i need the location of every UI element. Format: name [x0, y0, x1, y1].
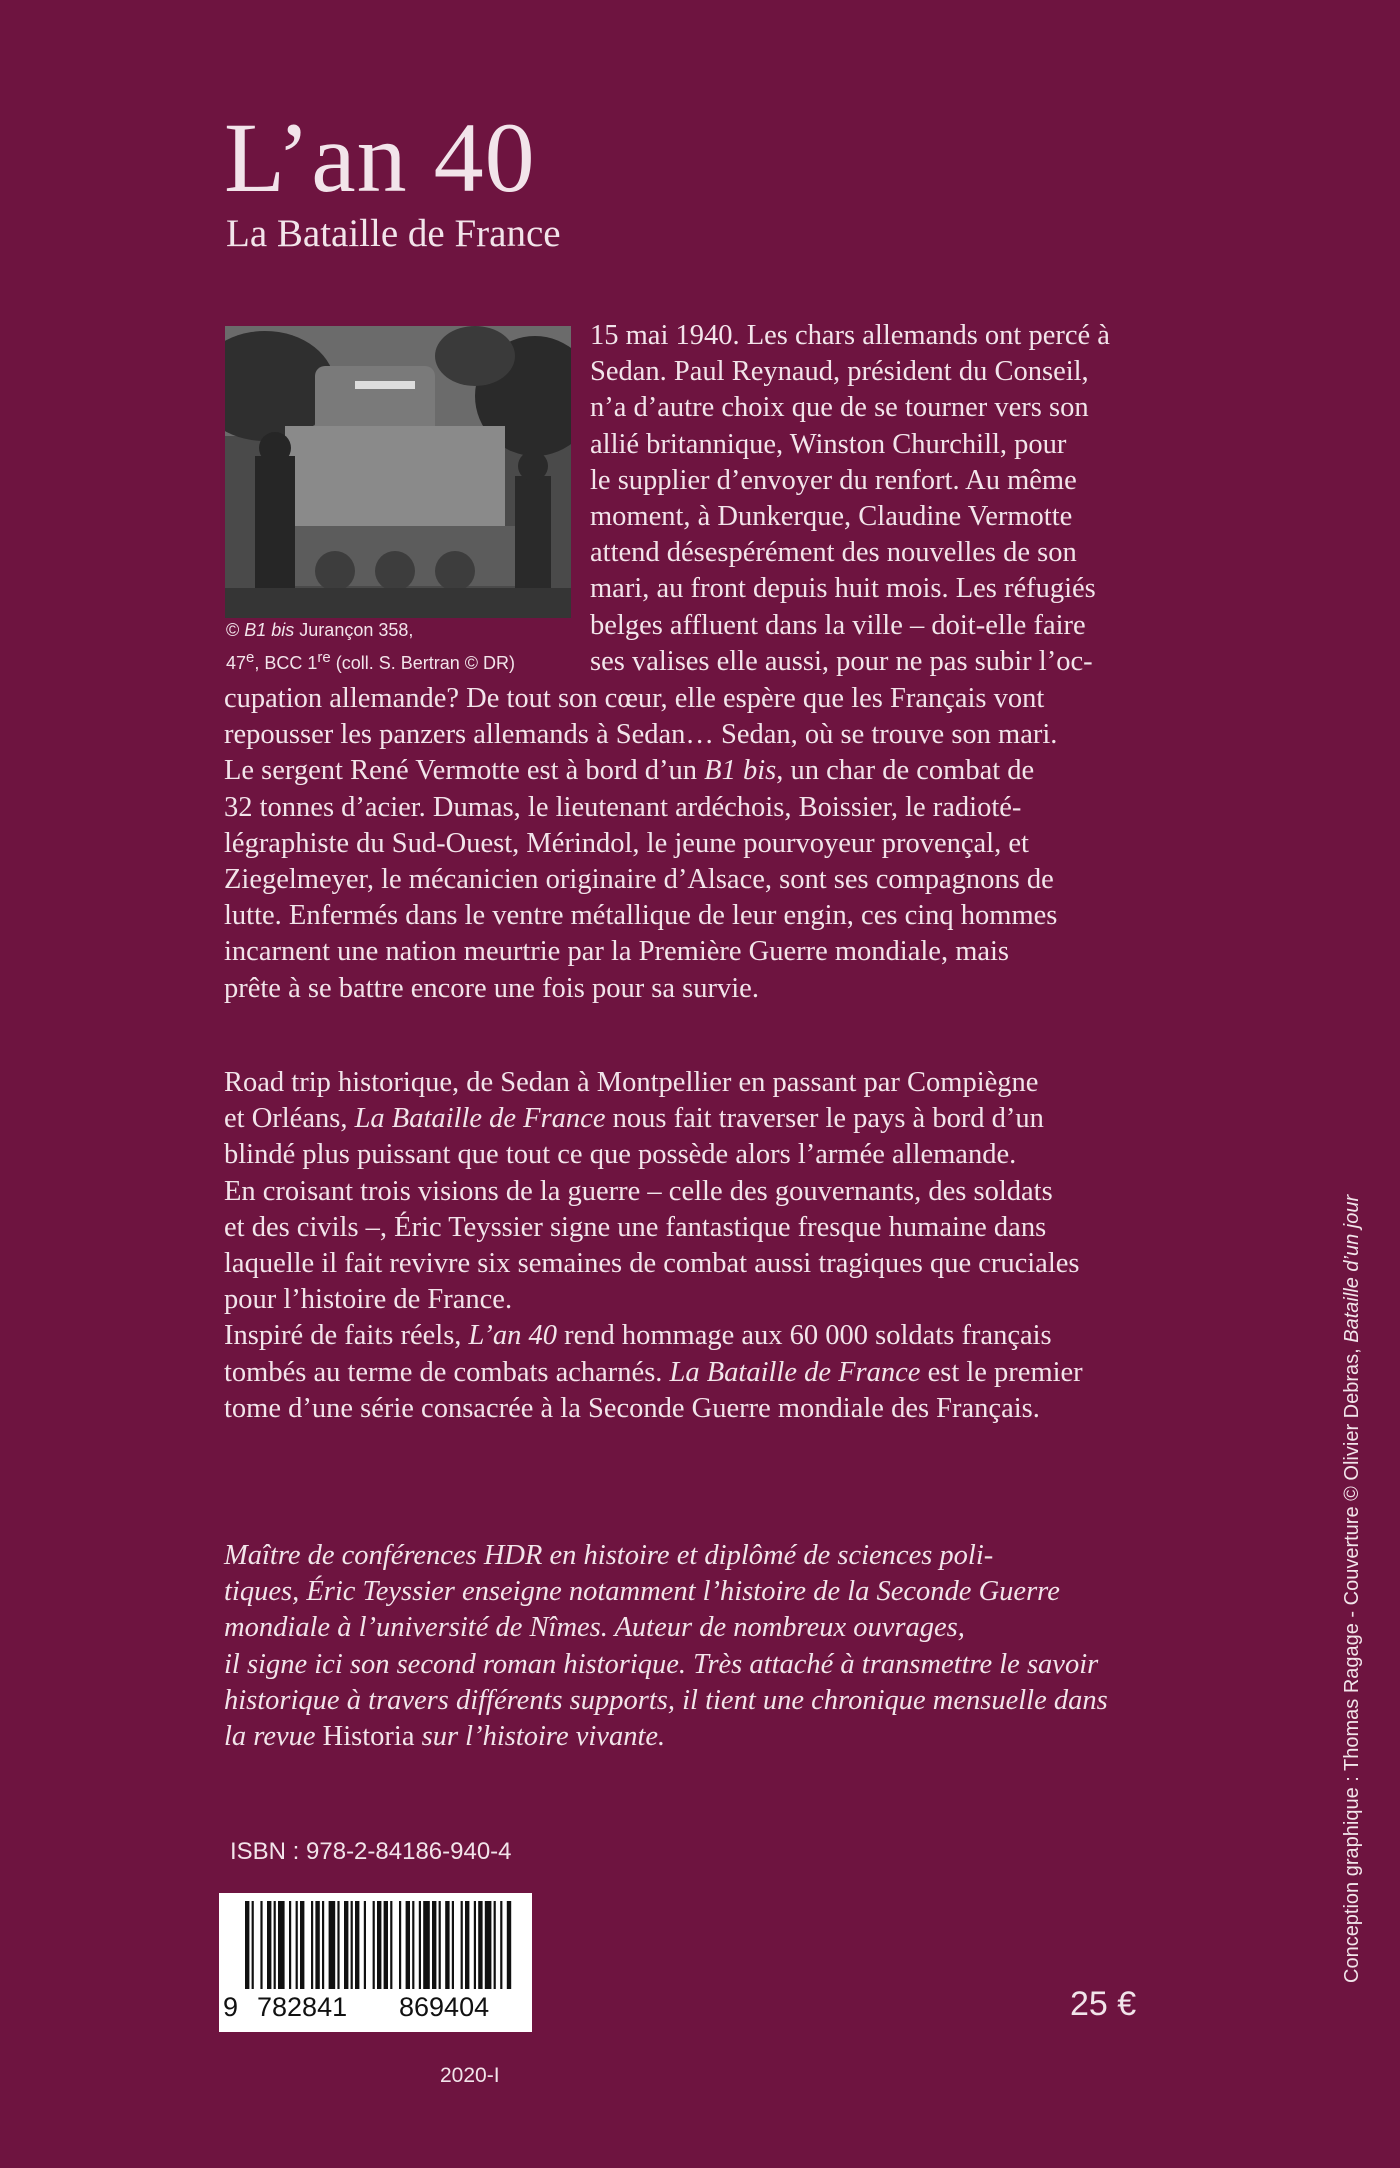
pitch-line: tome d’une série consacrée à la Seconde Guerre mondiale des Français. — [224, 1392, 1040, 1424]
intro-b1-after: , un char de combat de — [776, 755, 1035, 787]
barcode-bar — [252, 1901, 254, 1989]
bio-line: mondiale à l’université de Nîmes. Auteur de nombreux ouvrages, — [224, 1612, 965, 1644]
barcode-bar — [300, 1901, 304, 1989]
intro-line: 15 mai 1940. Les chars allemands ont percé à — [590, 320, 1110, 351]
pitch-line: et des civils –, Éric Teyssier signe une fantastique fresque humaine dans — [224, 1211, 1047, 1243]
barcode-bar — [355, 1901, 359, 1989]
caption-credit: (coll. S. Bertran © DR) — [330, 653, 516, 673]
pitch-paragraph — [224, 1065, 1150, 1427]
book-title: L’an 40 — [224, 102, 536, 213]
barcode-bar — [474, 1901, 476, 1989]
intro-line: prête à se battre encore une fois pour sa survie. — [224, 972, 759, 1004]
barcode-bar — [432, 1901, 436, 1989]
barcode-bar — [500, 1901, 502, 1989]
pitch-line-2-after: nous fait traverser le pays à bord d’un — [605, 1103, 1044, 1135]
barcode-bar — [296, 1901, 298, 1989]
intro-line: ses valises elle aussi, pour ne pas subir l’oc- — [590, 645, 1093, 677]
barcode-bar — [315, 1901, 319, 1989]
barcode-bar — [344, 1901, 348, 1989]
barcode-bar — [278, 1901, 285, 1989]
bio-line: il signe ici son second roman historique. Très attaché à transmettre le savoir — [224, 1648, 1099, 1680]
intro-line: légraphiste du Sud-Ouest, Mérindol, le jeune pourvoyeur provençal, et — [224, 827, 1029, 859]
barcode-bar — [377, 1901, 381, 1989]
barcode-bar — [245, 1901, 249, 1989]
pitch-line-9 — [224, 1355, 1150, 1391]
intro-line: lutte. Enfermés dans le ventre métallique de leur engin, ces cinq hommes — [224, 900, 1058, 932]
bio-line-last — [224, 1719, 1150, 1755]
bio-magazine-name: Historia — [322, 1721, 415, 1753]
pitch-line-8-before: Inspiré de faits réels, — [224, 1320, 469, 1352]
tank-photo — [225, 326, 571, 618]
barcode-bar — [390, 1901, 392, 1989]
isbn-label: ISBN : 978-2-84186-940-4 — [230, 1838, 512, 1865]
caption-superscript-2: re — [317, 649, 331, 666]
pitch-line-2-title: La Bataille de France — [354, 1103, 606, 1135]
pitch-line-2-before: et Orléans, — [224, 1103, 355, 1135]
intro-line: cupation allemande? De tout son cœur, elle espère que les Français vont — [224, 683, 1045, 714]
caption-tank-model: B1 bis — [244, 620, 295, 640]
intro-line: mari, au front depuis huit mois. Les réfugiés — [590, 573, 1096, 605]
barcode-bar — [461, 1901, 463, 1989]
barcode-bar — [267, 1901, 271, 1989]
barcode-bar — [329, 1901, 336, 1989]
barcode — [219, 1893, 532, 2032]
credit-text: Conception graphique : Thomas Ragage - Couverture © Olivier Debras, — [1341, 1342, 1363, 1983]
barcode-bar — [485, 1901, 492, 1989]
intro-line: repousser les panzers allemands à Sedan… Sedan, où se trouve son mari. — [224, 719, 1058, 751]
barcode-bar — [373, 1901, 375, 1989]
pitch-line: blindé plus puissant que tout ce que possède alors l’armée allemande. — [224, 1139, 1017, 1171]
barcode-bar — [412, 1901, 414, 1989]
barcode-digits-group-2: 869404 — [399, 1992, 490, 2022]
barcode-bar — [260, 1901, 262, 1989]
cover-credit — [1341, 1195, 1364, 1983]
barcode-bar — [274, 1901, 276, 1989]
pitch-line-9-title: La Bataille de France — [669, 1356, 921, 1388]
barcode-bar — [507, 1901, 511, 1989]
barcode-bar — [478, 1901, 482, 1989]
barcode-bars — [219, 1893, 532, 1993]
barcode-bar — [399, 1901, 401, 1989]
pitch-line-8-after: rend hommage aux 60 000 soldats français — [556, 1320, 1052, 1352]
caption-tank-name: Jurançon 358, — [294, 620, 414, 640]
bio-line: historique à travers différents supports, il tient une chronique mensuelle dans — [224, 1684, 1108, 1716]
pitch-line: pour l’histoire de France. — [224, 1284, 513, 1316]
pitch-line: Road trip historique, de Sedan à Montpellier en passant par Compiègne — [224, 1067, 1039, 1098]
pitch-line-9-before: tombés au terme de combats acharnés. — [224, 1356, 670, 1388]
barcode-bar — [452, 1901, 454, 1989]
intro-line: Ziegelmeyer, le mécanicien originaire d’Alsace, sont ses compagnons de — [224, 864, 1054, 896]
intro-line-b1 — [224, 753, 1150, 789]
intro-paragraph — [590, 318, 1150, 680]
edition-code: 2020-I — [440, 2064, 500, 2087]
tank-photo-illustration — [225, 326, 571, 618]
intro-line: attend désespérément des nouvelles de son — [590, 537, 1077, 569]
barcode-digit-first: 9 — [223, 1992, 239, 2022]
intro-line: 32 tonnes d’acier. Dumas, le lieutenant ardéchois, Boissier, le radioté- — [224, 791, 1022, 823]
price: 25 € — [1070, 1985, 1137, 2023]
intro-paragraph-continued — [224, 681, 1150, 1007]
pitch-line-8 — [224, 1318, 1150, 1354]
barcode-bar — [465, 1901, 469, 1989]
barcode-bar — [406, 1901, 410, 1989]
caption-line-1 — [226, 617, 571, 644]
barcode-bar — [419, 1901, 421, 1989]
bio-last-before: la revue — [224, 1721, 323, 1753]
bio-line: tiques, Éric Teyssier enseigne notamment l’histoire de la Seconde Guerre — [224, 1576, 1060, 1608]
intro-line: incarnent une nation meurtrie par la Première Guerre mondiale, mais — [224, 936, 1010, 968]
barcode-bar — [445, 1901, 449, 1989]
intro-line: Sedan. Paul Reynaud, président du Conseil, — [590, 356, 1089, 388]
barcode-bar — [494, 1901, 496, 1989]
barcode-bar — [322, 1901, 324, 1989]
caption-unit-number: 47 — [226, 653, 247, 673]
intro-b1-before: Le sergent René Vermotte est à bord d’un — [224, 755, 705, 787]
pitch-line-8-title: L’an 40 — [468, 1320, 557, 1352]
caption-line-2 — [226, 644, 571, 677]
intro-line: le supplier d’envoyer du renfort. Au même — [590, 464, 1077, 496]
barcode-bar — [439, 1901, 441, 1989]
caption-superscript-1: e — [246, 649, 255, 666]
bio-last-after: sur l’histoire vivante. — [414, 1721, 666, 1753]
caption-copyright: © — [226, 620, 245, 640]
intro-line: n’a d’autre choix que de se tourner vers son — [590, 392, 1089, 424]
caption-unit-name: , BCC 1 — [254, 653, 318, 673]
credit-artwork-title: Bataille d’un jour — [1341, 1194, 1363, 1343]
book-subtitle: La Bataille de France — [226, 212, 561, 255]
intro-line: belges affluent dans la ville – doit-elle faire — [590, 609, 1086, 641]
barcode-digits-group-1: 782841 — [257, 1992, 348, 2022]
pitch-line-9-after: est le premier — [920, 1356, 1083, 1388]
barcode-bar — [384, 1901, 388, 1989]
barcode-bar — [351, 1901, 353, 1989]
bio-line: Maître de conférences HDR en histoire et diplômé de sciences poli- — [224, 1540, 994, 1571]
barcode-bar — [289, 1901, 291, 1989]
intro-line: moment, à Dunkerque, Claudine Vermotte — [590, 501, 1073, 533]
barcode-bar — [364, 1901, 366, 1989]
author-bio — [224, 1538, 1150, 1755]
pitch-line-2 — [224, 1101, 1150, 1137]
pitch-line: En croisant trois visions de la guerre – celle des gouvernants, des soldats — [224, 1175, 1053, 1207]
barcode-bar — [337, 1901, 339, 1989]
intro-b1-italic: B1 bis — [704, 755, 777, 787]
barcode-bar — [423, 1901, 430, 1989]
intro-line: allié britannique, Winston Churchill, pour — [590, 428, 1067, 460]
barcode-bar — [311, 1901, 313, 1989]
pitch-line: laquelle il fait revivre six semaines de combat aussi tragiques que cruciales — [224, 1248, 1080, 1280]
photo-caption — [226, 617, 571, 677]
